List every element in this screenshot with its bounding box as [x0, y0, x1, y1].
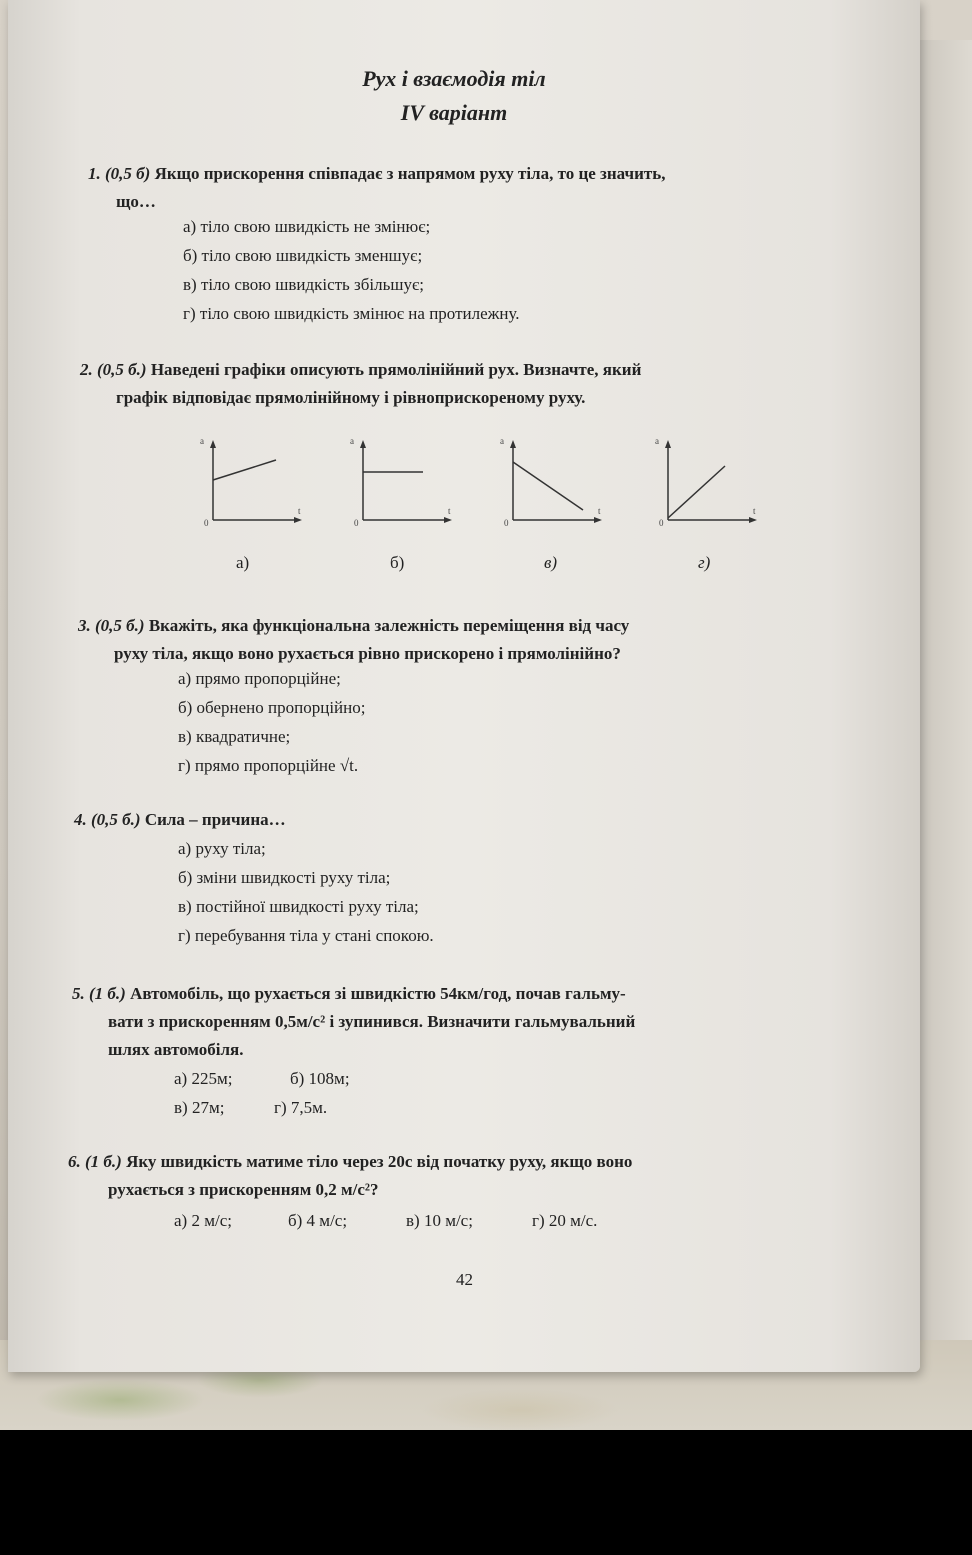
adjacent-page [912, 40, 972, 1370]
graph-d-x-label: t [753, 506, 756, 516]
question-1-number: 1. (0,5 б) [88, 164, 151, 183]
question-6-text-1: Яку швидкість матиме тіло через 20с від початку руху, якщо воно [126, 1152, 633, 1171]
q1-option-b: б) тіло свою швидкість зменшує; [183, 246, 423, 265]
graph-d-origin: 0 [659, 518, 664, 528]
question-3-text-1: Вкажіть, яка функціональна залежність переміщення від часу [148, 616, 630, 635]
question-5-number: 5. (1 б.) [72, 984, 126, 1003]
page-title: Рух і взаємодія тіл [362, 66, 546, 91]
q6-option-a: а) 2 м/с; [174, 1211, 232, 1230]
question-3-options [178, 664, 365, 780]
graph-a [198, 430, 308, 530]
q3-option-b: б) обернено пропорційно; [178, 698, 366, 717]
q6-option-d: г) 20 м/с. [532, 1211, 598, 1230]
q1-option-c: в) тіло свою швидкість збільшує; [183, 275, 424, 294]
book-page [8, 0, 920, 1372]
graph-a-x-label: t [298, 506, 301, 516]
question-6-text-2: рухається з прискоренням 0,2 м/с²? [108, 1180, 379, 1199]
q5-option-a: а) 225м; [174, 1069, 233, 1088]
q6-option-c: в) 10 м/с; [406, 1211, 473, 1230]
graphs-row [198, 430, 798, 590]
q3-option-a: а) прямо пропорційне; [178, 669, 341, 688]
question-1-options [183, 212, 520, 328]
graph-c-origin: 0 [504, 518, 509, 528]
question-4 [74, 806, 894, 834]
graph-a-y-label: a [200, 436, 204, 446]
graph-b-origin: 0 [354, 518, 359, 528]
question-5-text-1: Автомобіль, що рухається зі швидкістю 54км/год, почав гальму- [130, 984, 626, 1003]
graph-b-x-label: t [448, 506, 451, 516]
q4-option-b: б) зміни швидкості руху тіла; [178, 868, 391, 887]
question-1-text-2: що… [116, 192, 156, 211]
q5-option-c: в) 27м; [174, 1098, 225, 1117]
q5-option-d: г) 7,5м. [274, 1098, 328, 1117]
question-4-number: 4. (0,5 б.) [74, 810, 141, 829]
question-6 [68, 1148, 898, 1204]
q6-option-b: б) 4 м/с; [288, 1211, 348, 1230]
question-5-options [174, 1064, 474, 1122]
graph-b [348, 430, 458, 530]
graph-c-x-label: t [598, 506, 601, 516]
graph-d [653, 430, 763, 530]
graph-c-line [513, 462, 583, 510]
graph-a-line [213, 460, 276, 480]
graph-a-label: а) [236, 553, 250, 572]
q5-option-b: б) 108м; [290, 1069, 350, 1088]
question-2-text-2: графік відповідає прямолінійному і рівноприскореному руху. [116, 388, 586, 407]
question-3-number: 3. (0,5 б.) [78, 616, 145, 635]
graph-c-y-label: a [500, 436, 504, 446]
graph-a-origin: 0 [204, 518, 209, 528]
graph-c [498, 430, 608, 530]
question-4-options [178, 834, 434, 950]
question-2-number: 2. (0,5 б.) [80, 360, 147, 379]
graph-d-line [668, 466, 725, 518]
question-5-text-2: вати з прискоренням 0,5м/с² і зупинився. Визначити гальмувальний [108, 1012, 636, 1031]
q1-option-d: г) тіло свою швидкість змінює на протилежну. [183, 304, 520, 323]
q4-option-c: в) постійної швидкості руху тіла; [178, 897, 419, 916]
question-1-text-1: Якщо прискорення співпадає з напрямом руху тіла, то це значить, [154, 164, 666, 183]
graph-d-y-label: a [655, 436, 659, 446]
question-3 [78, 612, 898, 668]
graph-b-label: б) [390, 553, 405, 572]
question-6-number: 6. (1 б.) [68, 1152, 122, 1171]
page-number: 42 [456, 1270, 473, 1289]
question-4-text-1: Сила – причина… [144, 810, 286, 829]
question-6-options [174, 1206, 597, 1235]
q3-option-d: г) прямо пропорційне √t. [178, 756, 359, 775]
question-5-text-3: шлях автомобіля. [108, 1040, 244, 1059]
question-3-text-2: руху тіла, якщо воно рухається рівно прискорено і прямолінійно? [114, 644, 621, 663]
graph-d-label: г) [698, 553, 711, 572]
question-2-text-1: Наведені графіки описують прямолінійний рух. Визначте, який [150, 360, 642, 379]
q3-option-c: в) квадратичне; [178, 727, 291, 746]
graph-c-label: в) [544, 553, 558, 572]
variant-title: IV варіант [400, 100, 508, 125]
question-5 [72, 980, 902, 1064]
q4-option-a: а) руху тіла; [178, 839, 266, 858]
question-1 [88, 160, 888, 216]
q4-option-d: г) перебування тіла у стані спокою. [178, 926, 434, 945]
q1-option-a: а) тіло свою швидкість не змінює; [183, 217, 431, 236]
question-2 [80, 356, 900, 412]
graph-b-y-label: a [350, 436, 354, 446]
